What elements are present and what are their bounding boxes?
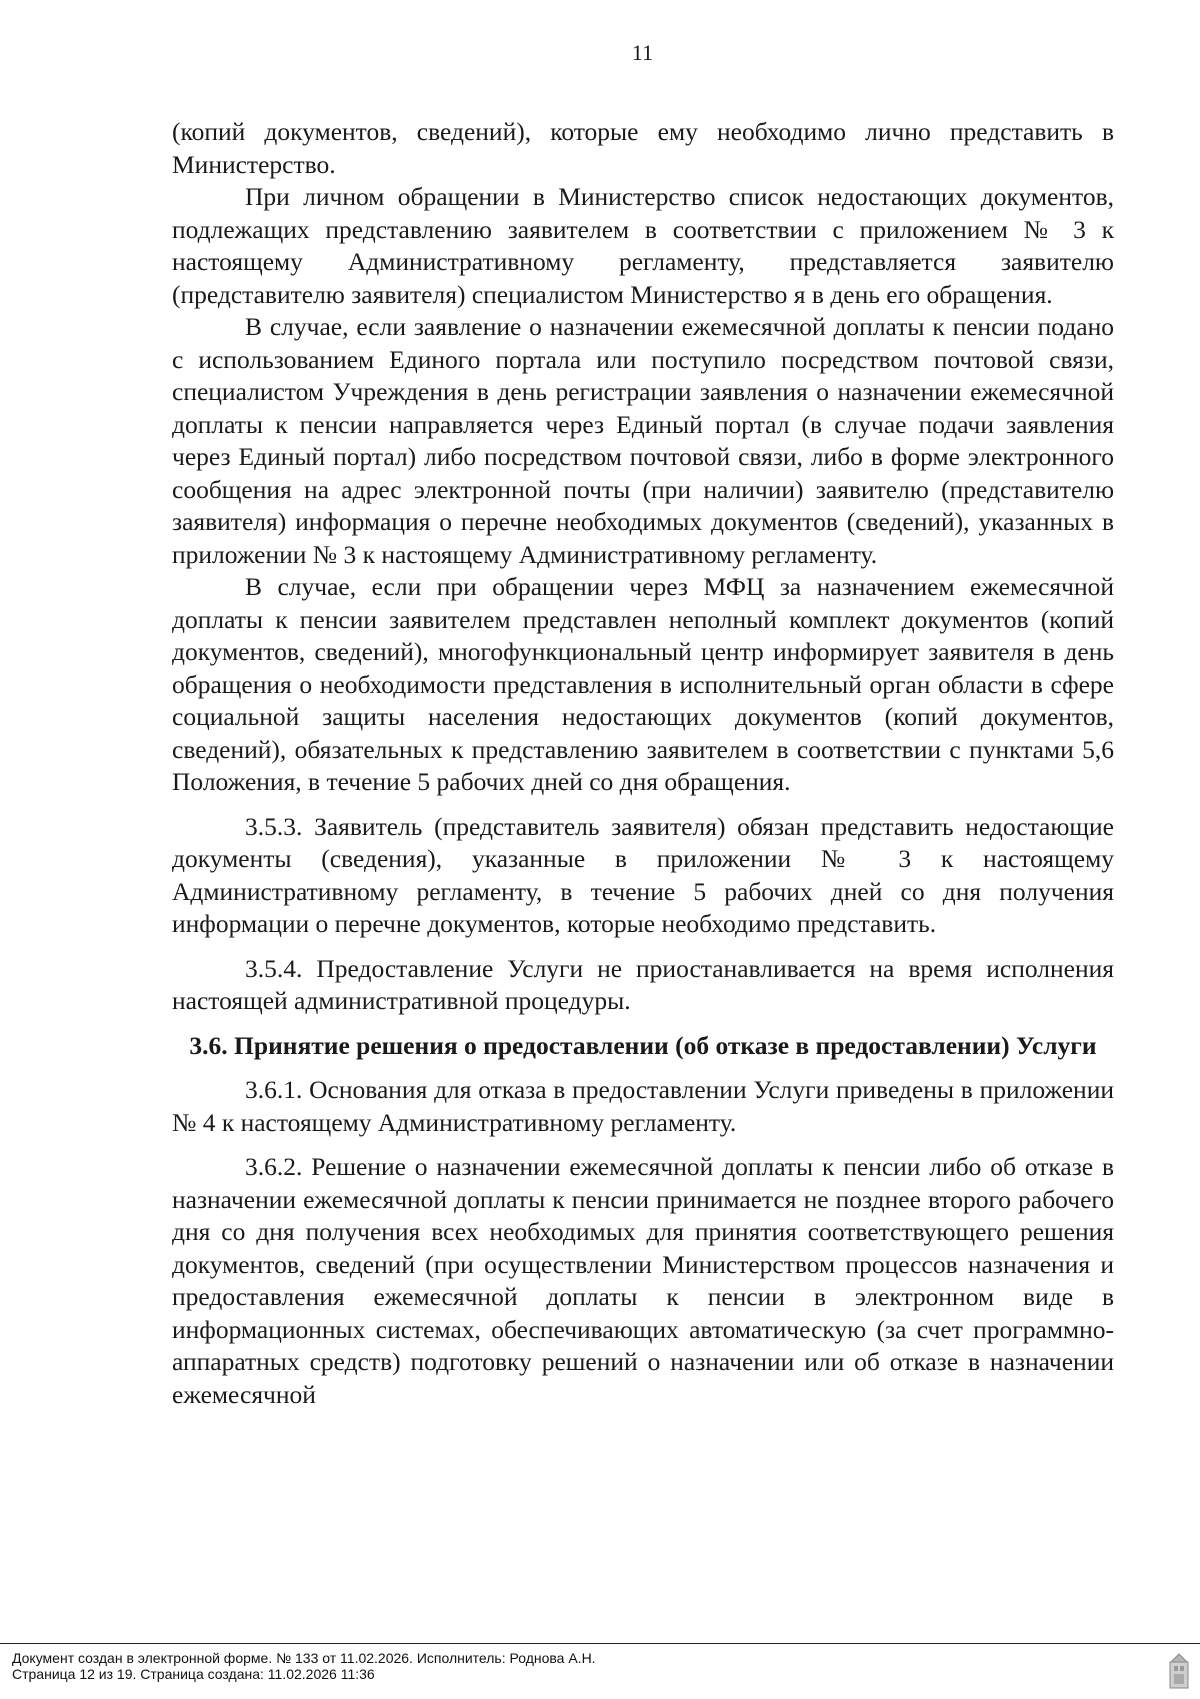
paragraph-3-6-2: 3.6.2. Решение о назначении ежемесячной доплаты к пенсии либо об отказе в назначении ежемесячной доплаты к пенсии принимается не позднее второго рабочего дня со дня получения всех необходимых для принятия соответствующего решения документов, сведений (при осуществлении Министерством процессов назначения и предоставления ежемесячной доплаты к пенсии в электронном виде в информационных системах, обеспечивающих автоматическую (за счет программно-аппаратных средств) подготовку решений о назначении или об отказе в назначении ежемесячной bbox=[172, 1152, 1114, 1409]
footer-line-page-info: Страница 12 из 19. Страница создана: 11.02.2026 11:36 bbox=[12, 1666, 375, 1682]
paragraph-mfc-submission: В случае, если при обращении через МФЦ за назначением ежемесячной доплаты к пенсии заявителем представлен неполный комплект документов (копий документов, сведений), многофункциональный центр информирует заявителя в день обращения о необходимости представления в исполнительный орган области в сфере социальной защиты населения недостающих документов (копий документов, сведений), обязательных к представлению заявителем в соответствии с пунктами 5,6 Положения, в течение 5 рабочих дней со дня обращения. bbox=[172, 572, 1114, 796]
paragraph-3-6-1: 3.6.1. Основания для отказа в предоставлении Услуги приведены в приложении № 4 к настоящему Административному регламенту. bbox=[172, 1075, 1114, 1137]
footer-line-document-info: Документ создан в электронной форме. № 133 от 11.02.2026. Исполнитель: Роднова А.Н. bbox=[12, 1650, 596, 1666]
emblem-icon bbox=[1168, 1652, 1190, 1690]
section-heading-3-6: 3.6. Принятие решения о предоставлении (об отказе в предоставлении) Услуги bbox=[189, 1030, 1097, 1060]
paragraph-portal-submission: В случае, если заявление о назначении ежемесячной доплаты к пенсии подано с использованием Единого портала или поступило посредством почтовой связи, специалистом Учреждения в день регистрации заявления о назначении ежемесячной доплаты к пенсии направляется через Единый портал (в случае подачи заявления через Единый портал) либо посредством почтовой связи, либо в форме электронного сообщения на адрес электронной почты (при наличии) заявителю (представителю заявителя) информация о перечне необходимых документов (сведений), указанных в приложении № 3 к настоящему Административному регламенту. bbox=[172, 312, 1114, 569]
paragraph-3-5-4: 3.5.4. Предоставление Услуги не приостанавливается на время исполнения настоящей административной процедуры. bbox=[172, 953, 1114, 1015]
page-number: 11 bbox=[631, 40, 654, 65]
document-footer bbox=[0, 1643, 1200, 1699]
document-body bbox=[172, 116, 1114, 1411]
paragraph-personal-visit: При личном обращении в Министерство список недостающих документов, подлежащих представлению заявителем в соответствии с приложением № 3 к настоящему Административному регламенту, представляется заявителю (представителю заявителя) специалистом Министерство я в день его обращения. bbox=[172, 182, 1114, 309]
paragraph-continuation: (копий документов, сведений), которые ему необходимо лично представить в Министерство. bbox=[172, 117, 1114, 179]
paragraph-3-5-3: 3.5.3. Заявитель (представитель заявителя) обязан представить недостающие документы (сведения), указанные в приложении № 3 к настоящему Административному регламенту, в течение 5 рабочих дней со дня получения информации о перечне документов, которые необходимо представить. bbox=[172, 811, 1114, 938]
footer-text bbox=[12, 1650, 596, 1682]
